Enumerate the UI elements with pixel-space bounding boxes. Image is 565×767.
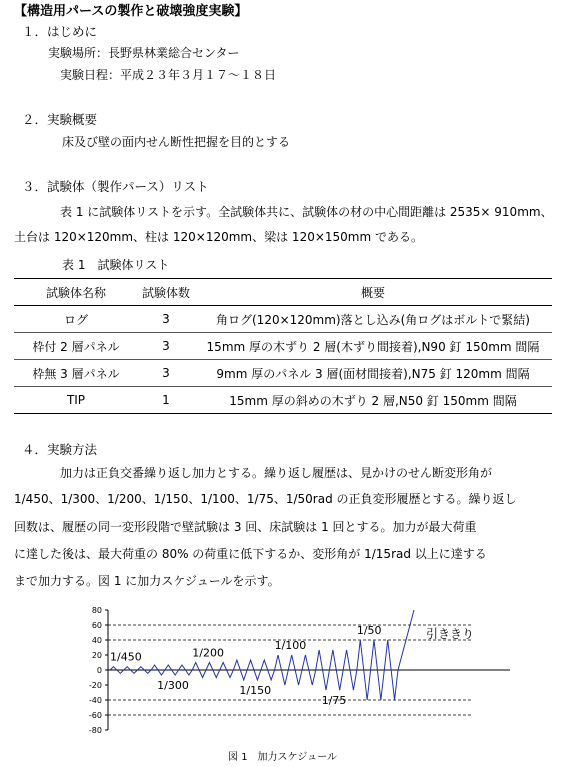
- table-row: [14, 306, 552, 333]
- table-header-summary: 概要: [194, 279, 552, 306]
- y-tick-label: -60: [88, 711, 102, 720]
- table-row: [14, 360, 552, 387]
- table-cell: ログ: [14, 306, 138, 333]
- table-header-name: 試験体名称: [14, 279, 138, 306]
- stage-label: 1/50: [356, 624, 382, 637]
- table-cell: 3: [138, 306, 194, 333]
- section-3-line-2: 土台は 120×120mm、柱は 120×120mm、梁は 120×150mm である。: [14, 230, 423, 244]
- y-tick-label: 20: [91, 651, 102, 660]
- stage-label: 1/300: [157, 679, 189, 693]
- section-4-line-2: 1/450、1/300、1/200、1/150、1/100、1/75、1/50rad の正負変形履歴とする。繰り返し: [14, 492, 517, 506]
- table-cell: 枠付 2 層パネル: [14, 333, 138, 360]
- loading-schedule-chart: [78, 602, 518, 740]
- experiment-place: 実験場所：長野県林業総合センター: [48, 46, 240, 60]
- y-tick-label: 40: [91, 636, 102, 645]
- section-3-heading: ３．試験体（製作パース）リスト: [22, 179, 209, 194]
- stage-labels: [110, 624, 382, 707]
- section-4-line-4: に達した後は、最大荷重の 80% の荷重に低下するか、変形角が 1/15rad 以上に達する: [14, 547, 487, 561]
- section-4-line-5: まで加力する。図 1 に加力スケジュールを示す。: [14, 574, 280, 588]
- section-4-line-1: 加力は正負交番繰り返し加力とする。繰り返し履歴は、見かけのせん断変形角が: [60, 466, 493, 480]
- document-title: 【構造用パースの製作と破壊強度実験】: [14, 4, 248, 19]
- section-1-heading: １．はじめに: [22, 24, 98, 39]
- stage-label: 1/200: [192, 646, 224, 660]
- section-2-heading: ２．実験概要: [22, 112, 98, 127]
- table-cell: 3: [138, 333, 194, 360]
- y-tick-label: 0: [96, 666, 102, 675]
- section-2-body: 床及び壁の面内せん断性把握を目的とする: [62, 135, 291, 149]
- table-cell: 枠無 3 層パネル: [14, 360, 138, 387]
- table-row: [14, 333, 552, 360]
- stage-label: 1/450: [110, 650, 142, 664]
- section-3-line-1: 表 1 に試験体リストを示す。全試験体共に、試験体の材の中心間距離は 2535× 910mm、: [60, 205, 553, 219]
- table-row: [14, 387, 552, 414]
- y-tick-label: -20: [88, 681, 102, 690]
- y-tick-label: -80: [88, 726, 102, 735]
- specimen-table: [14, 278, 552, 414]
- table-header-count: 試験体数: [138, 279, 194, 306]
- table-cell: 15mm 厚の斜めの木ずり 2 層,N50 釘 150mm 間隔: [194, 387, 552, 414]
- table-caption: 表 1 試験体リスト: [62, 258, 170, 272]
- section-4-heading: ４．実験方法: [22, 442, 98, 457]
- y-tick-label: -40: [88, 696, 102, 705]
- y-axis: [89, 606, 108, 735]
- experiment-date: 実験日程：平成２３年３月１７～１８日: [60, 68, 277, 82]
- stage-label: 1/75: [321, 694, 347, 708]
- stage-label: 1/150: [239, 683, 272, 697]
- table-cell: 3: [138, 360, 194, 387]
- stage-label: 1/100: [274, 639, 307, 652]
- section-4-line-3: 回数は、履歴の同一変形段階で壁試験は 3 回、床試験は 1 回とする。加力が最大荷重: [14, 520, 477, 534]
- table-cell: 1: [138, 387, 194, 414]
- table-cell: 15mm 厚の木ずり 2 層(木ずり間接着),N90 釘 150mm 間隔: [194, 333, 552, 360]
- table-cell: TIP: [14, 387, 138, 414]
- chart-annotation: 引ききり: [426, 627, 475, 641]
- y-tick-label: 80: [91, 606, 102, 615]
- table-cell: 角ログ(120×120mm)落とし込み(角ログはボルトで緊結): [194, 306, 552, 333]
- table-header-row: [14, 279, 552, 306]
- figure-caption: 図 1 加力スケジュール: [228, 752, 337, 763]
- y-tick-label: 60: [91, 621, 102, 630]
- table-cell: 9mm 厚のパネル 3 層(面材間接着),N75 釘 120mm 間隔: [194, 360, 552, 387]
